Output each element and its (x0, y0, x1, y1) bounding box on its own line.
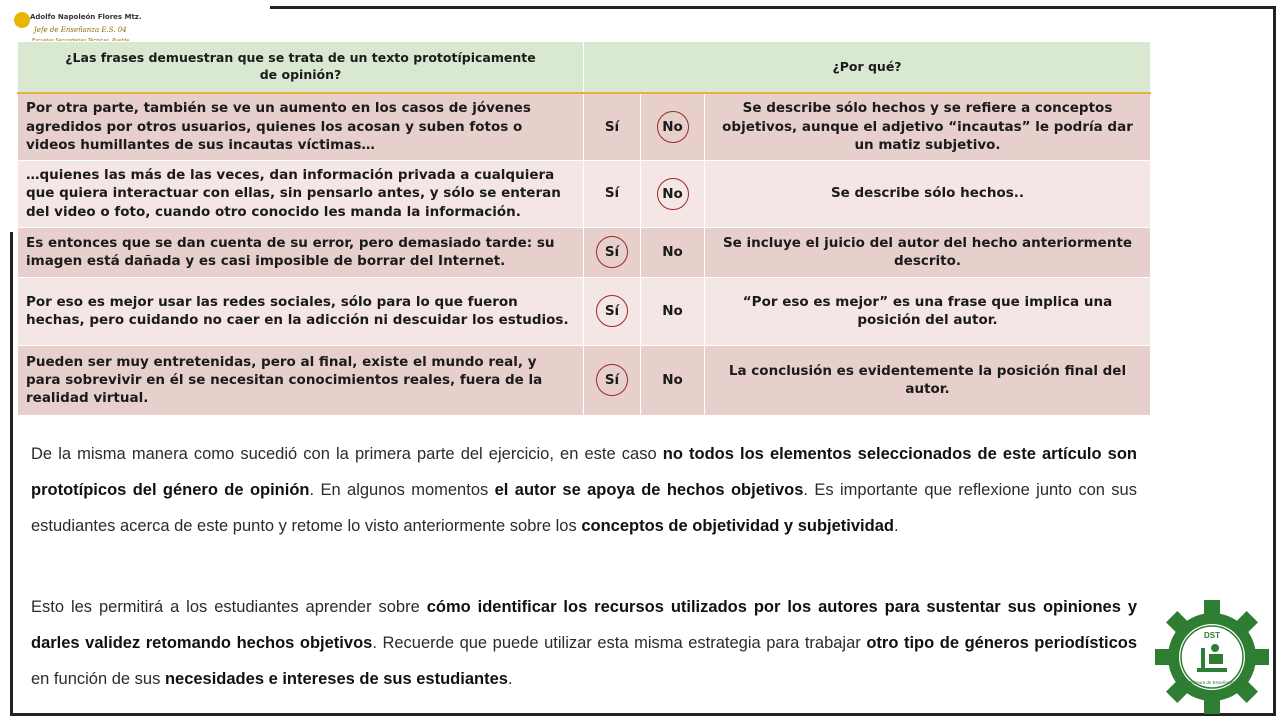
si-cell (584, 160, 641, 227)
paragraph-1-text: . Es importante que reflexione junto con sus estudiantes acerca de este punto y retome lo visto anteriormente sobre los (31, 481, 1137, 535)
si-cell (584, 227, 641, 277)
table-row (18, 345, 1151, 415)
si-label-circled: Sí (596, 364, 628, 396)
paragraph-2-text: en función de sus (31, 670, 165, 688)
logo-circle-icon (14, 12, 30, 28)
paragraph-2-text: Esto les permitirá a los estudiantes aprender sobre (31, 598, 427, 616)
no-label-circled: No (657, 111, 689, 143)
paragraph-1-text: De la misma manera como sucedió con la primera parte del ejercicio, en este caso (31, 445, 663, 463)
phrase-cell: Pueden ser muy entretenidas, pero al final, existe el mundo real, y para sobrevivir en él se necesitan conocimientos reales, fuera de la realidad virtual. (18, 345, 584, 415)
dst-seal-logo (1153, 598, 1271, 716)
reason-cell: Se describe sólo hechos y se refiere a conceptos objetivos, aunque el adjetivo “incautas” le podría dar un matiz subjetivo. (705, 93, 1151, 160)
paragraph-1-bold: conceptos de objetividad y subjetividad (581, 517, 894, 535)
header-question: ¿Las frases demuestran que se trata de un texto prototípicamente de opinión? (18, 42, 584, 94)
logo-name: Adolfo Napoleón Flores Mtz. (30, 13, 142, 21)
no-label: No (662, 371, 683, 388)
si-cell (584, 277, 641, 345)
frame-bottom-line (10, 713, 1276, 716)
phrase-cell: Por otra parte, también se ve un aumento en los casos de jóvenes agredidos por otros usuarios, quienes los acosan y suben fotos o videos humillantes de sus incautas víctimas… (18, 93, 584, 160)
frame-right-line (1273, 6, 1276, 716)
paragraph-2-bold: cómo identificar los recursos utilizados por los autores para sustentar sus opiniones y darles validez retomando hechos objetivos (31, 598, 1137, 652)
logo-title: Jefe de Enseñanza E.S. 04 (34, 26, 127, 34)
paragraph-1 (31, 436, 1137, 544)
no-cell (641, 227, 705, 277)
no-cell (641, 345, 705, 415)
no-cell (641, 277, 705, 345)
paragraph-1-text: . (893, 517, 899, 535)
si-label: Sí (604, 185, 620, 202)
paragraph-2-text: . Recuerde que puede utilizar esta misma estrategia para trabajar (372, 634, 867, 652)
table-row (18, 227, 1151, 277)
seal-bottom-text: Jefatura de Enseñanza (1188, 680, 1236, 685)
reason-cell: La conclusión es evidentemente la posición final del autor. (705, 345, 1151, 415)
si-cell (584, 345, 641, 415)
gear-icon (1153, 598, 1271, 716)
paragraph-1-text: . En algunos momentos (309, 481, 495, 499)
seal-top-text: DST (1204, 631, 1220, 640)
no-cell (641, 160, 705, 227)
paragraph-2-bold: otro tipo de géneros periodísticos (866, 634, 1138, 652)
reason-cell: Se incluye el juicio del autor del hecho anteriormente descrito. (705, 227, 1151, 277)
paragraph-2 (31, 589, 1137, 697)
no-label: No (662, 243, 683, 260)
paragraph-2-bold: necesidades e intereses de sus estudiantes (164, 670, 508, 688)
opinion-analysis-table (17, 41, 1151, 416)
header-why: ¿Por qué? (584, 42, 1151, 94)
paragraph-1-bold: el autor se apoya de hechos objetivos (494, 481, 804, 499)
table-row (18, 93, 1151, 160)
si-label-circled: Sí (596, 295, 628, 327)
phrase-cell: Por eso es mejor usar las redes sociales, sólo para lo que fueron hechas, pero cuidando no caer en la adicción ni descuidar los estudios. (18, 277, 584, 345)
table-row (18, 277, 1151, 345)
paragraph-1-bold: no todos los elementos seleccionados de este artículo son prototípicos del género de opinión (31, 445, 1138, 499)
frame-left-line (10, 232, 13, 716)
no-label: No (662, 302, 683, 319)
paragraph-2-text: . (507, 670, 513, 688)
reason-cell: Se describe sólo hechos.. (705, 160, 1151, 227)
table-row (18, 160, 1151, 227)
phrase-cell: …quienes las más de las veces, dan información privada a cualquiera que quiera interactuar con ellas, sin pensarlo antes, y sólo se enteran del video o foto, cuando otro conocido les manda la información. (18, 160, 584, 227)
si-cell (584, 93, 641, 160)
phrase-cell: Es entonces que se dan cuenta de su error, pero demasiado tarde: su imagen está dañada y es casi imposible de borrar del Internet. (18, 227, 584, 277)
si-label: Sí (604, 118, 620, 135)
reason-cell: “Por eso es mejor” es una frase que implica una posición del autor. (705, 277, 1151, 345)
frame-top-line (270, 6, 1276, 9)
table-header-row (18, 42, 1151, 94)
no-label-circled: No (657, 178, 689, 210)
si-label-circled: Sí (596, 236, 628, 268)
no-cell (641, 93, 705, 160)
